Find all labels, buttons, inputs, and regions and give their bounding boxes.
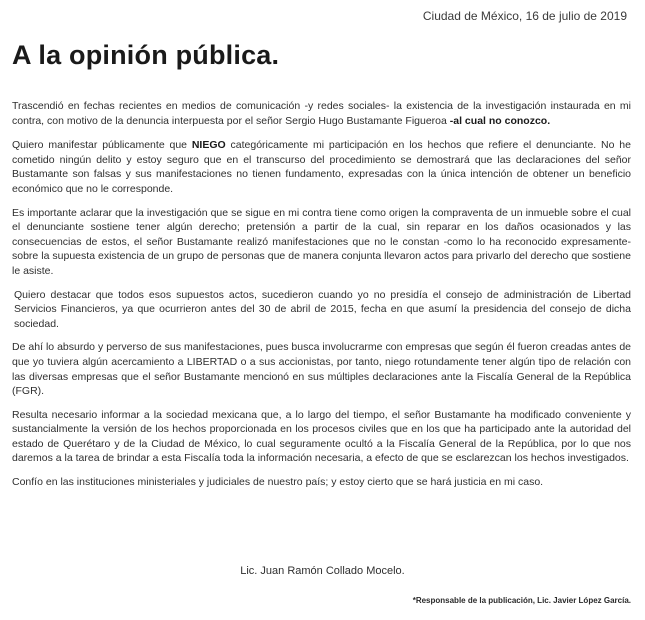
paragraph-companies: De ahí lo absurdo y perverso de sus manifestaciones, pues busca involucrarme con empresas que según él fueron creadas antes de que yo tuviera algún acercamiento a LIBERTAD o a sus accionistas, por tanto, niego rotundamente tener algún tipo de relación con las diversas empresas que el señor Bustamante mencionó en sus múltiples declaraciones ante la Fiscalía General de la República (FGR). bbox=[12, 341, 631, 398]
paragraph-text: Quiero manifestar públicamente que bbox=[12, 139, 192, 152]
page-title: A la opinión pública. bbox=[12, 40, 280, 70]
paragraph-text: categóricamente mi participación en los hechos que refiere el denunciante. No he cometido ningún delito y estoy seguro que en el transcurso del procedimiento se demostrará que las declaraciones del señor Bustamante son falsas y sus manifestaciones no tienen fundamento, expresadas con la única intención de obtener un beneficio económico que no le corresponde. bbox=[12, 139, 631, 195]
signature: Lic. Juan Ramón Collado Mocelo. bbox=[240, 565, 405, 577]
paragraph-denial bbox=[12, 138, 631, 196]
paragraph-trust: Confío en las instituciones ministeriales y judiciales de nuestro país; y estoy cierto que se hará justicia en mi caso. bbox=[12, 476, 544, 489]
paragraph-versions: Resulta necesario informar a la sociedad mexicana que, a lo largo del tiempo, el señor Bustamante ha modificado conveniente y sustancialmente la versión de los hechos proporcionada en los procesos civiles que en los que ha participado ante la autoridad del estado de Querétaro y de la Ciudad de México, lo cual seguramente ocultó a la Fiscalía General de la República, por lo que nos daremos a la tarea de brindar a esta Fiscalía toda la información necesaria, a efecto de que se esclarezcan los hechos investigados. bbox=[12, 408, 631, 465]
paragraph-timeline: Quiero destacar que todos esos supuestos actos, sucedieron cuando yo no presidía el consejo de administración de Libertad Servicios Financieros, ya que ocurrieron antes del 30 de abril de 2015, fecha en que asumí la presidencia del consejo de dicha sociedad. bbox=[14, 288, 631, 330]
paragraph-investigation bbox=[12, 99, 631, 128]
paragraph-origin: Es importante aclarar que la investigación que se sigue en mi contra tiene como origen la compraventa de un inmueble sobre el cual el denunciante sostiene tener algún derecho; pretensión a partir de la cual, sin reparar en los daños ocasionados y las consecuencias de estos, el señor Bustamante realizó manifestaciones que no le constan -como lo ha reconocido expresamente- sobre la supuesta existencia de un grupo de personas que de manera conjunta llevaron actos para privarlo del derecho que sostiene le asiste. bbox=[12, 206, 631, 277]
emphasis-text: NIEGO bbox=[191, 139, 226, 152]
emphasis-text: -al cual no conozco. bbox=[449, 114, 551, 127]
paragraph-text: Trascendió en fechas recientes en medios de comunicación -y redes sociales- la existencia de la investigación instaurada en mi contra, con motivo de la denuncia interpuesta por el señor Sergio Hugo Bustamante Figueroa bbox=[12, 100, 631, 127]
statement-body bbox=[12, 99, 631, 490]
publication-footnote: *Responsable de la publicación, Lic. Javier López García. bbox=[412, 596, 631, 605]
dateline: Ciudad de México, 16 de julio de 2019 bbox=[422, 9, 627, 23]
